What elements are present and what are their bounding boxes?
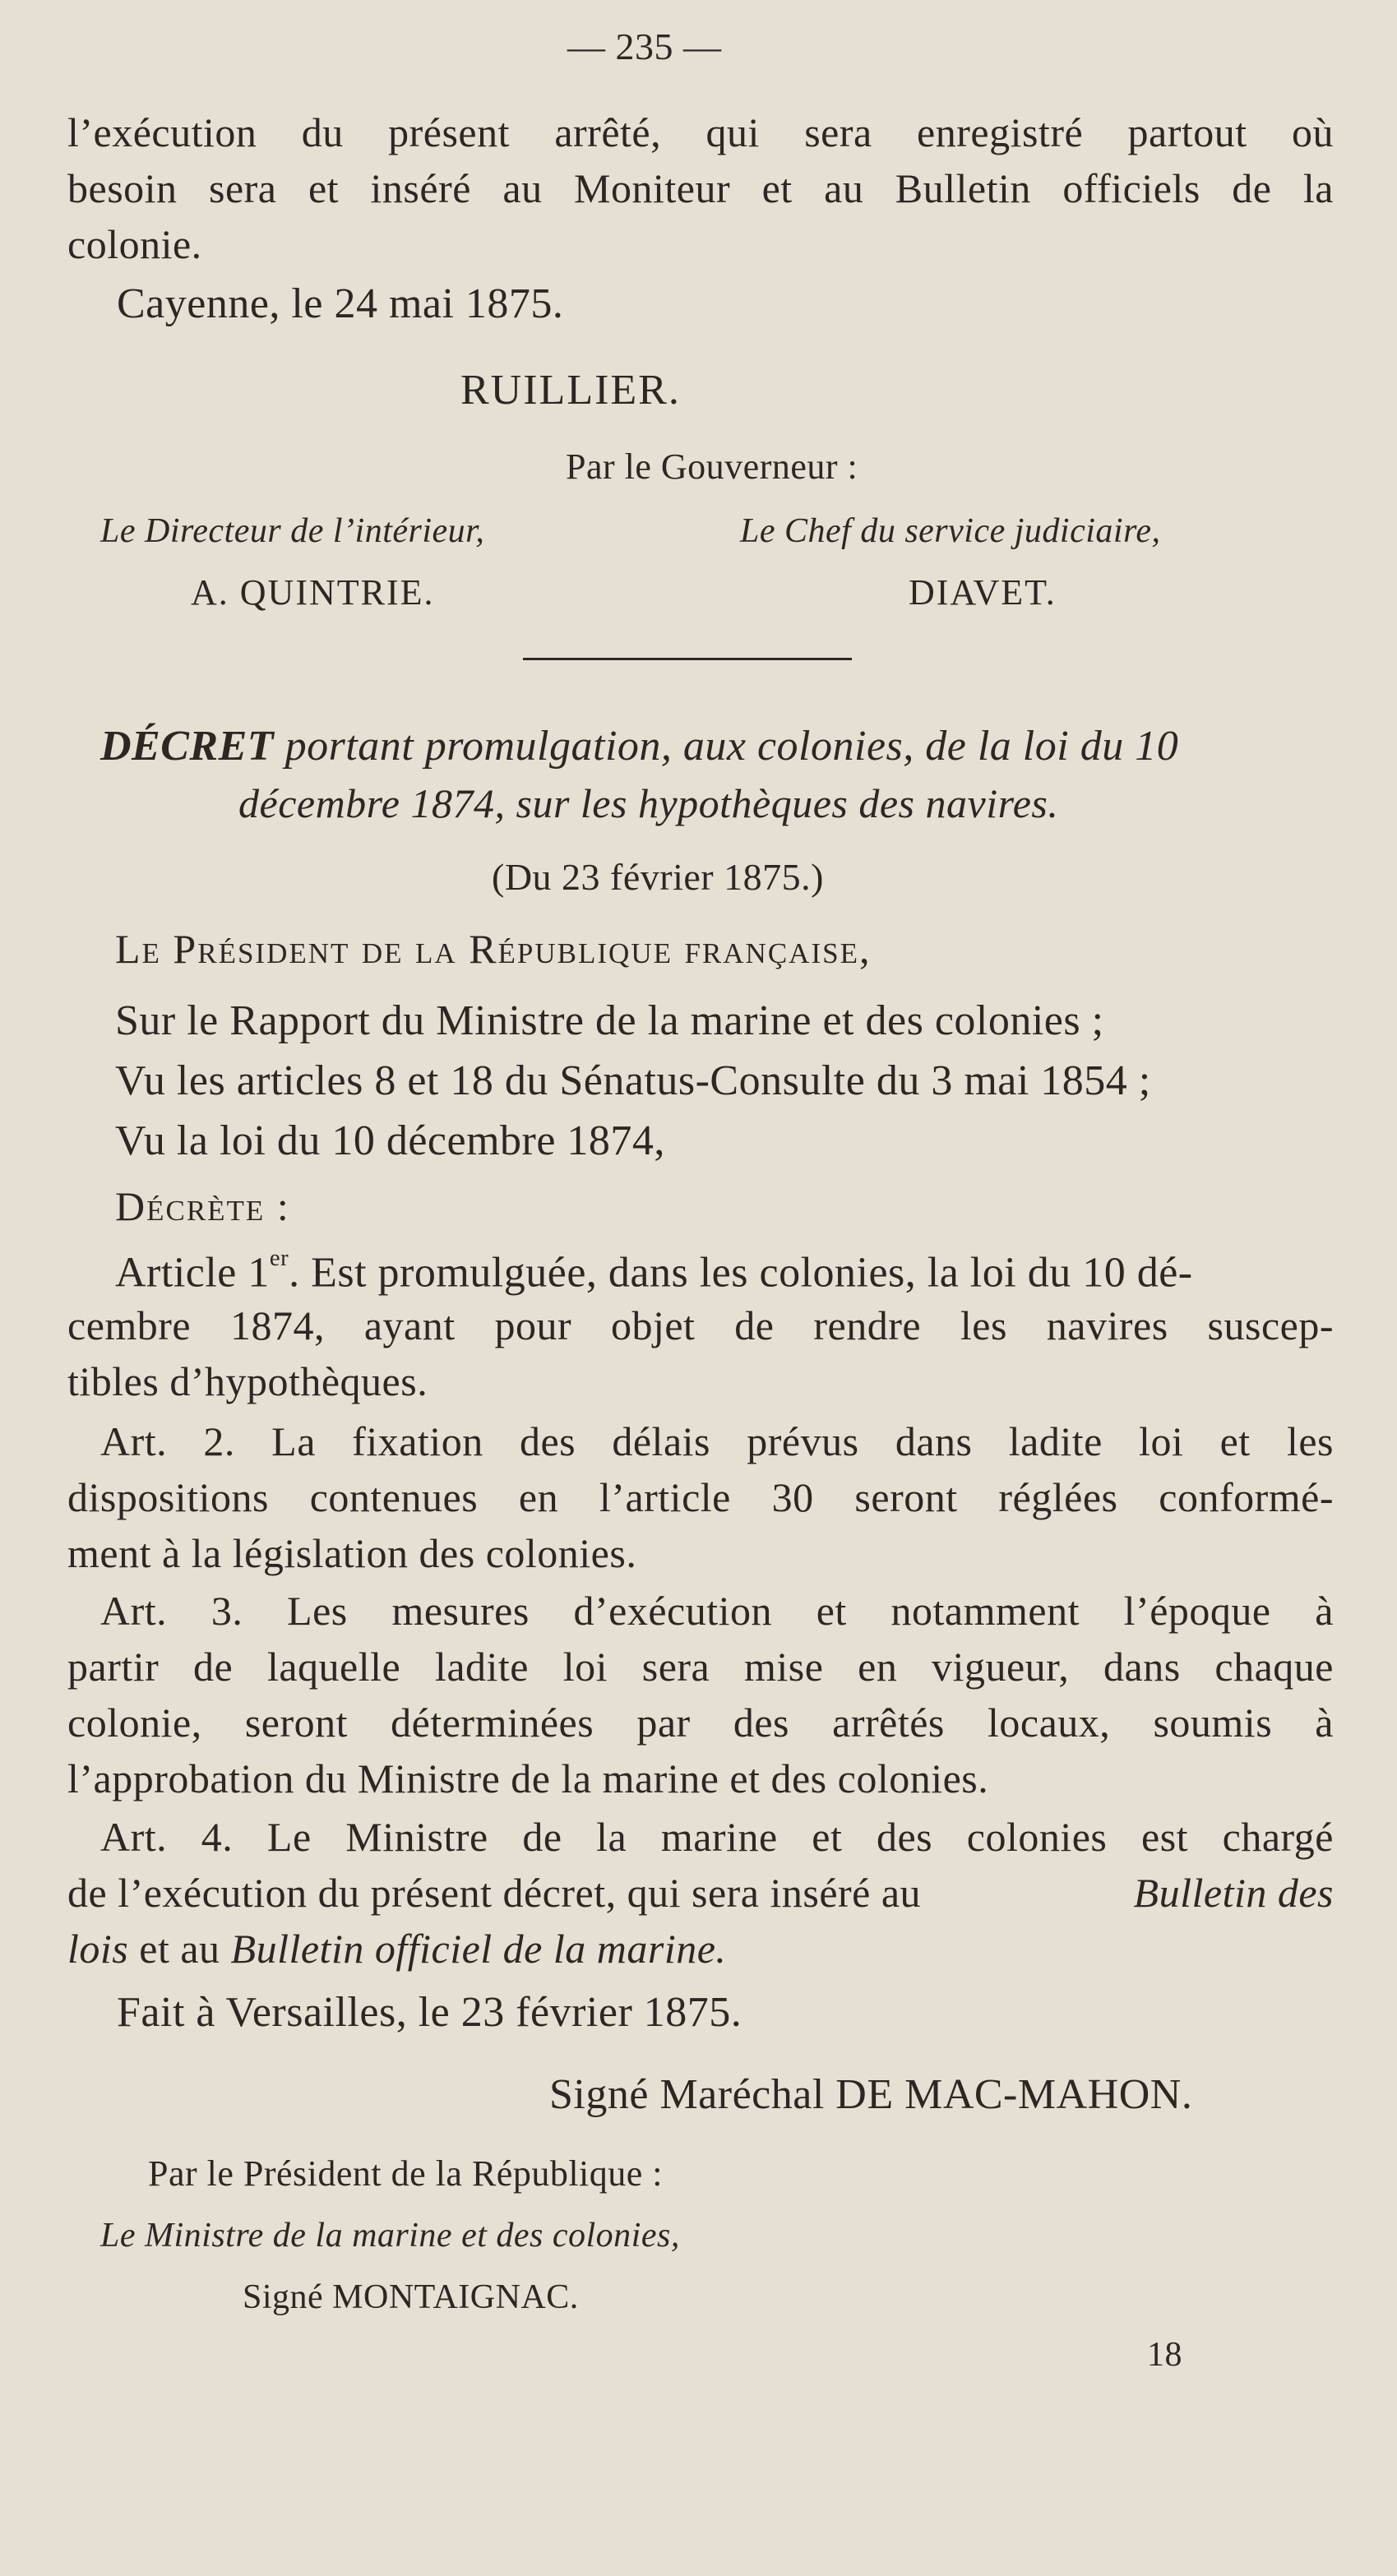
article-4-line-3 — [67, 1925, 726, 1972]
article-4-line-3-mid: et au — [128, 1926, 231, 1972]
ministre-signed: Signé MONTAIGNAC. — [243, 2278, 579, 2316]
left-title: Le Directeur de l’intérieur, — [100, 512, 485, 550]
decree-title-line-1 — [100, 722, 1178, 770]
separator-rule — [523, 658, 852, 660]
decree-date: (Du 23 février 1875.) — [492, 856, 824, 898]
par-le-president: Par le Président de la République : — [148, 2153, 664, 2194]
decree-title-rest: portant promulgation, aux colonies, de la loi du 10 — [284, 723, 1179, 770]
article-1-line-3: tibles d’hypothèques. — [67, 1358, 428, 1404]
intro-line-1: l’exécution du présent arrêté, qui sera enregistré partout où — [67, 109, 1334, 155]
bulletin-officiel-ref: Bulletin officiel de la marine. — [230, 1926, 727, 1972]
par-le-gouverneur: Par le Gouverneur : — [566, 446, 858, 487]
article-3-line-2: partir de laquelle ladite loi sera mise en vigueur, dans chaque — [67, 1644, 1334, 1690]
page-number: — 235 — — [567, 25, 722, 67]
article-1-text: . Est promulguée, dans les colonies, la loi du 10 dé- — [289, 1249, 1193, 1297]
signature-mark: 18 — [1147, 2336, 1182, 2374]
intro-line-3: colonie. — [67, 221, 202, 267]
date-line: Cayenne, le 24 mai 1875. — [117, 280, 564, 327]
decree-title-line-2: décembre 1874, sur les hypothèques des navires. — [238, 780, 1059, 826]
article-2-line-1: Art. 2. La fixation des délais prévus dans ladite loi et les — [100, 1418, 1334, 1464]
article-3-line-1: Art. 3. Les mesures d’exécution et notamment l’époque à — [100, 1588, 1334, 1634]
bulletin-des-ref: Bulletin des — [1133, 1870, 1334, 1916]
right-title: Le Chef du service judiciaire, — [740, 512, 1161, 550]
president-heading: Le Président de la République française, — [115, 926, 872, 972]
fait-a-versailles: Fait à Versailles, le 23 février 1875. — [117, 1989, 742, 2036]
article-1-line-2: cembre 1874, ayant pour objet de rendre les navires suscep- — [67, 1302, 1334, 1348]
decrete-heading: Décrète : — [115, 1183, 290, 1229]
intro-line-2: besoin sera et inséré au Moniteur et au Bulletin officiels de la — [67, 165, 1334, 211]
right-name: DIAVET. — [909, 572, 1057, 613]
left-name: A. QUINTRIE. — [191, 572, 435, 613]
article-1-label: Article 1 — [115, 1249, 270, 1297]
article-3-line-4: l’approbation du Ministre de la marine et des colonies. — [67, 1755, 989, 1801]
article-4-line-2 — [67, 1869, 1334, 1917]
article-4-line-2-text: de l’exécution du présent décret, qui sera inséré au — [67, 1870, 922, 1916]
considerant-3: Vu la loi du 10 décembre 1874, — [115, 1117, 665, 1164]
article-1-sup: er — [269, 1246, 289, 1271]
decree-title-bold: DÉCRET — [100, 723, 275, 770]
article-1-line-1 — [115, 1246, 1193, 1297]
signed-mac-mahon: Signé Maréchal DE MAC-MAHON. — [549, 2071, 1193, 2118]
considerant-2: Vu les articles 8 et 18 du Sénatus-Consulte du 3 mai 1854 ; — [115, 1057, 1151, 1104]
article-2-line-2: dispositions contenues en l’article 30 seront réglées conformé- — [67, 1474, 1334, 1520]
considerant-1: Sur le Rapport du Ministre de la marine et des colonies ; — [115, 997, 1104, 1044]
ministre-title: Le Ministre de la marine et des colonies, — [100, 2217, 680, 2255]
article-4-line-1: Art. 4. Le Ministre de la marine et des colonies est chargé — [100, 1814, 1334, 1860]
article-2-line-3: ment à la législation des colonies. — [67, 1530, 637, 1576]
signature-ruillier: RUILLIER. — [460, 367, 681, 414]
lois-ref: lois — [67, 1926, 129, 1972]
article-3-line-3: colonie, seront déterminées par des arrêtés locaux, soumis à — [67, 1700, 1334, 1746]
